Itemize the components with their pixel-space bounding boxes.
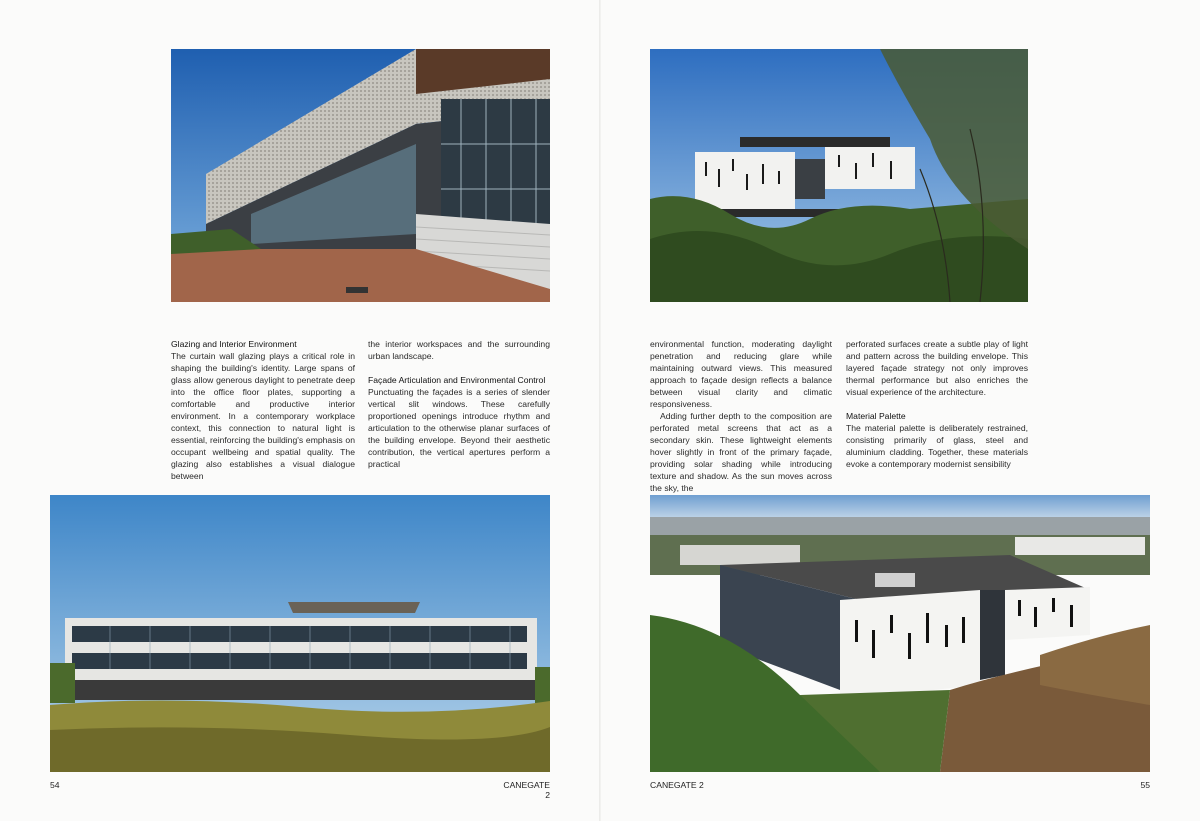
photo-building-trees <box>650 49 1028 302</box>
spine-gutter <box>599 0 601 821</box>
section-heading-material: Material Palette <box>846 411 906 421</box>
photo-aerial-view <box>650 495 1150 772</box>
left-text-column-2 <box>368 338 550 470</box>
section-heading-glazing: Glazing and Interior Environment <box>171 339 297 349</box>
right-text-column-2 <box>846 338 1028 470</box>
running-head-right: CANEGATE 2 <box>650 780 704 790</box>
body-paragraph: The material palette is deliberately restrained, consisting primarily of glass, steel and aluminium cladding. Together, these materials evoke a contemporary modernist sensibility <box>846 423 1028 469</box>
left-text-column-1 <box>171 338 355 482</box>
body-paragraph: environmental function, moderating daylight penetration and reducing glare while maintaining outward views. This measured approach to façade design reflects a balance between visual clarity and climatic responsiveness. <box>650 339 832 409</box>
body-paragraph: the interior workspaces and the surrounding urban landscape. <box>368 339 550 361</box>
right-text-column-1 <box>650 338 832 494</box>
body-paragraph: Punctuating the façades is a series of slender vertical slit windows. These carefully proportioned openings introduce rhythm and articulation to the otherwise planar surfaces of the building envelope. Beyond their aesthetic contribution, the vertical apertures perform a practical <box>368 387 550 469</box>
body-paragraph: The curtain wall glazing plays a critical role in shaping the building's identity. Large spans of glass allow generous daylight to penetrate deep into the office floor plates, supporting a comfortable and productive interior environment. In a contemporary workplace context, this connection to natural light is essential, reinforcing the building's emphasis on occupant wellbeing and spatial quality. The glazing also establishes a visual dialogue between <box>171 351 355 481</box>
section-heading-facade: Façade Articulation and Environmental Control <box>368 375 546 385</box>
photo-elevation-grass <box>50 495 550 772</box>
running-head-left: CANEGATE 2 <box>503 780 550 800</box>
page-number-right: 55 <box>1140 780 1150 790</box>
body-paragraph: perforated surfaces create a subtle play of light and pattern across the building envelope. This layered façade strategy not only improves thermal performance but also enriches the visual experience of the architecture. <box>846 339 1028 397</box>
body-paragraph: Adding further depth to the composition are perforated metal screens that act as a secondary skin. These lightweight elements hover slightly in front of the primary façade, providing solar shading while introducing texture and shadow. As the sun moves across the sky, the <box>650 411 832 493</box>
photo-perforated-facade <box>171 49 550 302</box>
page-number-left: 54 <box>50 780 60 790</box>
